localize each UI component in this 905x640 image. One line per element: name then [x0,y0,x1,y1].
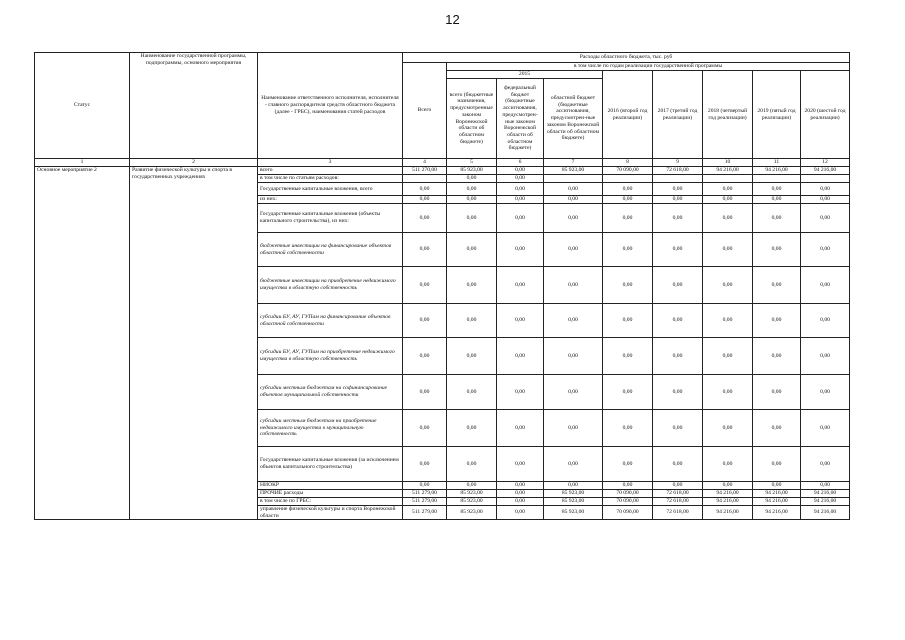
column-number: 8 [603,159,653,167]
header-total: Всего [403,63,447,159]
value-cell [603,175,653,183]
value-cell: 0,00 [403,267,447,304]
value-cell: 0,00 [403,233,447,267]
value-cell: 0,00 [801,196,850,204]
value-cell: 0,00 [544,482,603,490]
value-cell: 0,00 [403,204,447,233]
value-cell: 0,00 [447,204,497,233]
value-cell: 94 216,00 [753,506,801,520]
column-number: 12 [801,159,850,167]
value-cell: 0,00 [703,338,753,375]
value-cell: 0,00 [753,267,801,304]
header-2019: 2019 (пятый год реализации) [753,71,801,159]
header-2016: 2016 (второй год реализации) [603,71,653,159]
value-cell: 0,00 [703,482,753,490]
value-cell: 0,00 [544,410,603,447]
value-cell: 94 216,00 [801,490,850,498]
value-cell: 0,00 [653,375,703,410]
value-cell: 0,00 [403,304,447,338]
value-cell: 0,00 [544,196,603,204]
value-cell: 0,00 [753,410,801,447]
column-number: 9 [653,159,703,167]
value-cell: 0,00 [447,375,497,410]
value-cell: 94 216,00 [801,167,850,175]
header-status: Статус [35,53,130,159]
column-number: 2 [130,159,258,167]
row-label: всего [258,167,403,175]
value-cell: 0,00 [447,183,497,196]
value-cell: 0,00 [753,183,801,196]
value-cell: 0,00 [801,204,850,233]
value-cell: 0,00 [703,204,753,233]
row-label: Государственные капитальные вложения, всего [258,183,403,196]
value-cell: 0,00 [447,196,497,204]
value-cell: 0,00 [801,375,850,410]
value-cell: 85 923,00 [544,490,603,498]
table-row [35,167,850,175]
column-number: 11 [753,159,801,167]
value-cell: 511 279,00 [403,490,447,498]
value-cell: 85 923,00 [544,167,603,175]
value-cell: 0,00 [403,410,447,447]
value-cell: 0,00 [403,183,447,196]
value-cell: 0,00 [653,233,703,267]
value-cell: 0,00 [544,183,603,196]
value-cell: 72 618,00 [653,498,703,506]
value-cell: 0,00 [497,490,544,498]
row-label: в том числе по ГРБС: [258,498,403,506]
column-number: 7 [544,159,603,167]
value-cell: 0,00 [544,233,603,267]
header-2017: 2017 (третий год реализации) [653,71,703,159]
value-cell: 94 216,00 [703,167,753,175]
value-cell: 0,00 [603,410,653,447]
value-cell: 0,00 [603,304,653,338]
value-cell: 0,00 [801,233,850,267]
header-2015-regional: областной бюджет (бюджетные ассигнования, предусмотрен-ные законом Воронежской области об областном бюджете) [544,79,603,159]
column-number: 3 [258,159,403,167]
column-number: 10 [703,159,753,167]
value-cell: 0,00 [497,447,544,482]
value-cell: 0,00 [497,410,544,447]
header-2015-all: всего (бюджетные назначения, предусмотренные законом Воронежской области об областном бюджете) [447,79,497,159]
value-cell: 0,00 [497,304,544,338]
value-cell: 94 216,00 [753,167,801,175]
value-cell: 72 618,00 [653,490,703,498]
value-cell: 0,00 [403,338,447,375]
header-2015-federal: федеральный бюджет (бюджетные ассигнования, предусмотрен-ные законом Воронежской области об областном бюджете) [497,79,544,159]
value-cell: 0,00 [447,233,497,267]
value-cell: 0,00 [447,410,497,447]
value-cell: 0,00 [603,233,653,267]
value-cell: 0,00 [653,338,703,375]
column-number: 5 [447,159,497,167]
value-cell [653,175,703,183]
value-cell: 0,00 [603,267,653,304]
value-cell: 0,00 [447,304,497,338]
value-cell: 0,00 [544,338,603,375]
value-cell: 0,00 [497,233,544,267]
value-cell: 94 216,00 [801,506,850,520]
value-cell: 0,00 [653,196,703,204]
value-cell [703,175,753,183]
value-cell: 72 618,00 [653,506,703,520]
row-label: НИОКР [258,482,403,490]
value-cell: 0,00 [447,175,497,183]
row-label: бюджетные инвестиции на финансирование объектов областной собственности [258,233,403,267]
value-cell [403,175,447,183]
value-cell: 511 279,00 [403,498,447,506]
row-label: в том числе по статьям расходов: [258,175,403,183]
value-cell: 0,00 [603,338,653,375]
value-cell: 511 279,00 [403,506,447,520]
value-cell: 70 090,00 [603,506,653,520]
value-cell [801,175,850,183]
value-cell: 0,00 [403,447,447,482]
header-2020: 2020 (шестой год реализации) [801,71,850,159]
value-cell: 0,00 [801,338,850,375]
value-cell: 0,00 [603,375,653,410]
value-cell: 0,00 [801,410,850,447]
value-cell: 0,00 [497,167,544,175]
header-by-years: в том числе по годам реализации государственной программы [447,63,850,71]
value-cell: 0,00 [497,204,544,233]
row-label: Государственные капитальные вложения (за исключением объектов капитального строительства) [258,447,403,482]
value-cell: 0,00 [403,375,447,410]
column-number-row [35,159,850,167]
row-label: субсидии БУ, АУ, ГУПам на приобретение недвижимого имущества в областную собственность [258,338,403,375]
value-cell [544,175,603,183]
program-cell: Развитие физической культуры и спорта в государственных учреждениях [130,167,258,520]
value-cell: 0,00 [603,183,653,196]
value-cell [753,175,801,183]
row-label: бюджетные инвестиции на приобретение недвижимого имущества в областную собственность [258,267,403,304]
value-cell: 0,00 [801,267,850,304]
value-cell: 0,00 [753,447,801,482]
value-cell: 0,00 [653,304,703,338]
value-cell: 0,00 [801,304,850,338]
value-cell: 0,00 [497,498,544,506]
value-cell: 0,00 [703,447,753,482]
value-cell: 94 216,00 [703,498,753,506]
value-cell: 0,00 [497,482,544,490]
value-cell: 70 090,00 [603,498,653,506]
column-number: 1 [35,159,130,167]
value-cell: 0,00 [497,175,544,183]
value-cell: 0,00 [447,267,497,304]
value-cell: 0,00 [544,267,603,304]
value-cell: 0,00 [753,233,801,267]
value-cell: 0,00 [497,375,544,410]
value-cell: 0,00 [603,447,653,482]
value-cell: 94 216,00 [703,490,753,498]
value-cell: 94 216,00 [801,498,850,506]
row-label: субсидии местным бюджетам на софинансирование объектов муниципальной собственности [258,375,403,410]
value-cell: 0,00 [497,338,544,375]
value-cell: 0,00 [703,304,753,338]
status-cell: Основное мероприятие 2 [35,167,130,520]
value-cell: 0,00 [497,196,544,204]
value-cell: 0,00 [544,375,603,410]
value-cell: 94 216,00 [753,498,801,506]
value-cell: 94 216,00 [703,506,753,520]
value-cell: 0,00 [753,482,801,490]
value-cell: 85 923,00 [447,490,497,498]
value-cell: 0,00 [653,447,703,482]
value-cell: 0,00 [703,183,753,196]
row-label: ПРОЧИЕ расходы [258,490,403,498]
budget-table [34,52,850,520]
value-cell: 0,00 [447,482,497,490]
value-cell: 0,00 [603,196,653,204]
value-cell: 0,00 [703,375,753,410]
value-cell: 85 923,00 [447,498,497,506]
column-number: 4 [403,159,447,167]
value-cell: 0,00 [653,204,703,233]
value-cell: 0,00 [653,482,703,490]
value-cell: 0,00 [703,233,753,267]
header-expenses: Расходы областного бюджета, тыс. руб [403,53,850,63]
header-year-2015: 2015 [447,71,603,79]
value-cell: 0,00 [801,447,850,482]
value-cell: 511 270,00 [403,167,447,175]
value-cell: 0,00 [753,204,801,233]
value-cell: 0,00 [497,267,544,304]
value-cell: 85 923,00 [447,167,497,175]
value-cell: 0,00 [544,304,603,338]
value-cell: 0,00 [653,267,703,304]
value-cell: 85 923,00 [447,506,497,520]
value-cell: 0,00 [753,375,801,410]
row-label: субсидии БУ, АУ, ГУПам на финансирование объектов областной собственности [258,304,403,338]
value-cell: 72 618,00 [653,167,703,175]
value-cell: 0,00 [497,506,544,520]
value-cell: 70 090,00 [603,167,653,175]
value-cell: 0,00 [653,183,703,196]
value-cell: 0,00 [603,482,653,490]
value-cell: 0,00 [403,482,447,490]
value-cell: 85 923,00 [544,498,603,506]
value-cell: 94 216,00 [753,490,801,498]
value-cell: 70 090,00 [603,490,653,498]
row-label: Государственные капитальные вложения (объекты капитального строительства), из них: [258,204,403,233]
value-cell: 0,00 [497,183,544,196]
value-cell: 0,00 [544,204,603,233]
row-label: субсидии местным бюджетам на приобретение недвижимого имущества в муниципальную собственность [258,410,403,447]
header-program: Наименование государственной программы, подпрограммы, основного мероприятия [130,53,258,159]
value-cell: 0,00 [653,410,703,447]
value-cell: 0,00 [801,183,850,196]
value-cell: 0,00 [801,482,850,490]
value-cell: 0,00 [753,196,801,204]
column-number: 6 [497,159,544,167]
value-cell: 0,00 [703,410,753,447]
value-cell: 0,00 [403,196,447,204]
value-cell: 0,00 [603,204,653,233]
value-cell: 0,00 [753,338,801,375]
value-cell: 0,00 [753,304,801,338]
page-number: 12 [445,12,460,27]
value-cell: 85 923,00 [544,506,603,520]
header-responsible: Наименование ответственного исполнителя, исполнителя - главного распорядителя средств областного бюджета (далее - ГРБС), наименования статей расходов [258,53,403,159]
row-label: из них: [258,196,403,204]
header-2018: 2018 (четвертый год реализации) [703,71,753,159]
value-cell: 0,00 [703,196,753,204]
value-cell: 0,00 [544,447,603,482]
row-label: управление физической культуры и спорта Воронежской области [258,506,403,520]
value-cell: 0,00 [703,267,753,304]
value-cell: 0,00 [447,338,497,375]
value-cell: 0,00 [447,447,497,482]
